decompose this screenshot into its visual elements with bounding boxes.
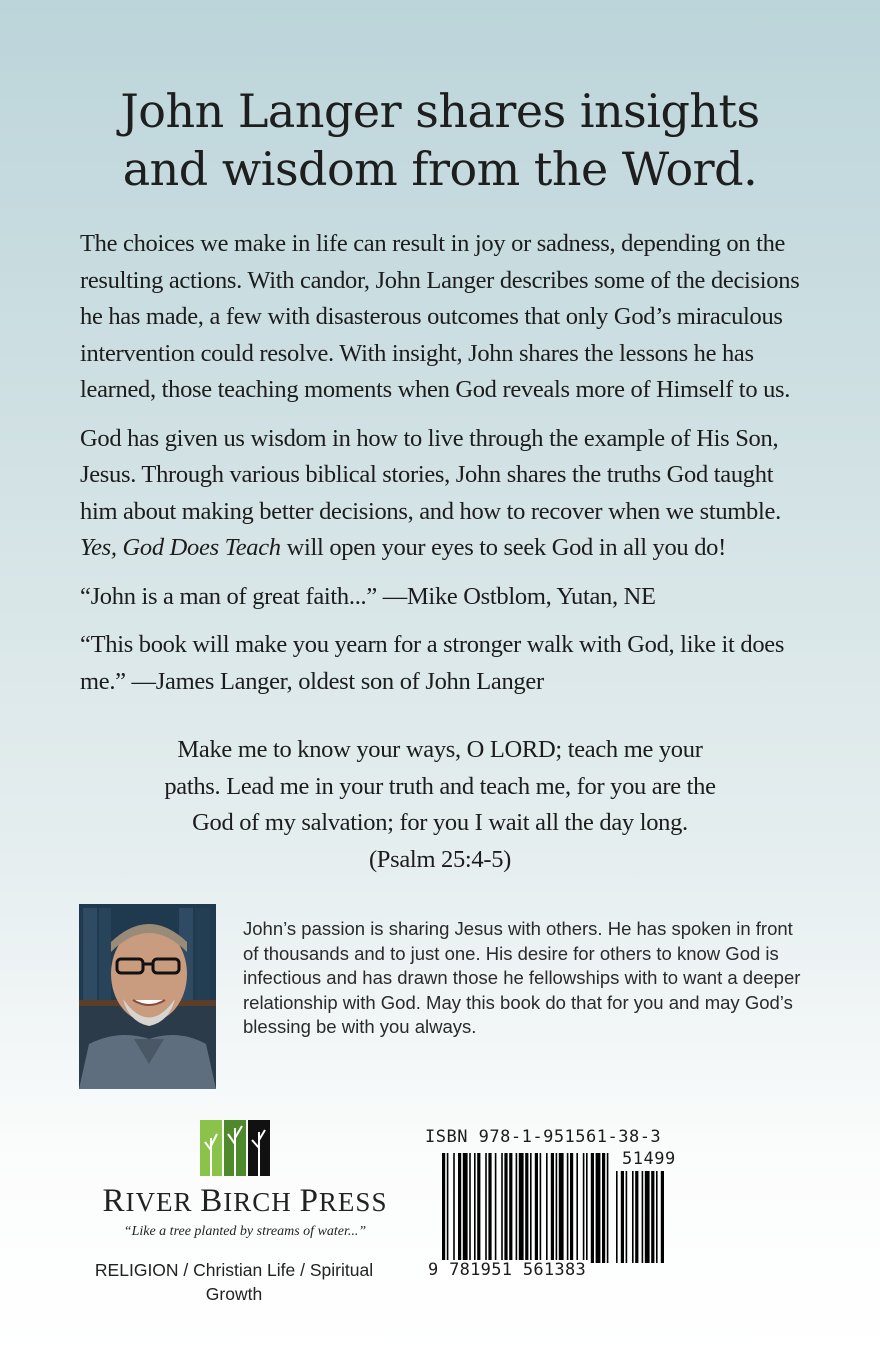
barcode-addon-bar <box>632 1171 634 1263</box>
paragraph-2-text: God has given us wisdom in how to live through the example of His Son, Jesus. Through various biblical stories, John shares the truths God taught him about making better decisions, and how to recover when we stumble. <box>80 424 781 525</box>
verse-line-2: paths. Lead me in your truth and teach me, for you are the <box>164 772 716 800</box>
barcode-addon-bar <box>661 1171 664 1263</box>
barcode-bar <box>540 1153 542 1263</box>
barcode-bar <box>485 1153 487 1263</box>
headline-line-2: and wisdom from the Word. <box>122 142 758 196</box>
barcode-bar <box>458 1153 461 1263</box>
barcode-bar <box>525 1153 528 1263</box>
barcode-bar <box>546 1153 548 1263</box>
barcode-bar <box>602 1153 605 1263</box>
barcode-bar <box>516 1153 518 1263</box>
tree-logo-icon <box>200 1120 270 1176</box>
barcode-bar <box>551 1153 554 1263</box>
isbn-label: ISBN 978-1-951561-38-3 <box>425 1127 662 1147</box>
barcode-bar <box>530 1153 532 1263</box>
description-paragraph-1: The choices we make in life can result in joy or sadness, depending on the resulting actions. With candor, John Langer describes some of the decisions he has made, a few with disasterous outcomes that only God’s miraculous intervention could resolve. With insight, John shares the lessons he has learned, those teaching moments when God reveals more of Himself to us. <box>80 230 800 403</box>
publisher-name <box>60 1183 430 1220</box>
pub-letter-b: B <box>200 1183 224 1219</box>
barcode-bar <box>469 1153 471 1263</box>
barcode-bar <box>583 1153 585 1263</box>
pub-letter-r: R <box>102 1183 126 1219</box>
barcode-addon-bar <box>621 1171 624 1263</box>
headline-line-1: John Langer shares insights <box>120 84 760 138</box>
author-bio: John’s passion is sharing Jesus with others. He has spoken in front of thousands and to just one. His desire for others to know God is infectious and has drawn those he fellowships with to want a deeper relationship with God. May this book do that for you and may God’s blessing be with you always. <box>243 918 801 1037</box>
barcode-bar <box>495 1153 497 1263</box>
verse-line-1: Make me to know your ways, O LORD; teach me your <box>177 736 703 763</box>
barcode-addon-bar <box>626 1171 628 1263</box>
barcode-bar <box>567 1153 569 1263</box>
headline <box>60 82 820 198</box>
barcode-bar <box>463 1153 468 1263</box>
category-line-1: RELIGION / Christian Life / Spiritual <box>94 1260 374 1280</box>
barcode-bar <box>535 1153 538 1263</box>
barcode-addon-bar <box>616 1171 618 1263</box>
barcode-bar <box>586 1153 588 1263</box>
book-description <box>80 226 802 712</box>
book-title: Yes, God Does Teach <box>80 534 281 561</box>
description-paragraph-2 <box>80 421 802 567</box>
barcode-addon-bar <box>651 1171 654 1263</box>
barcode-bar <box>576 1153 578 1263</box>
pub-word-iver: IVER <box>125 1187 201 1217</box>
barcode-bar <box>501 1153 503 1263</box>
publisher-tagline: “Like a tree planted by streams of water...” <box>123 1224 367 1239</box>
barcode-bar <box>477 1153 480 1263</box>
barcode-addon-bar <box>642 1171 644 1263</box>
endorsement-1: “John is a man of great faith...” —Mike Ostblom, Yutan, NE <box>80 582 656 610</box>
barcode-bar <box>556 1153 558 1263</box>
barcode-bar <box>607 1153 609 1263</box>
pub-word-ress: RESS <box>318 1187 388 1217</box>
barcode-bar <box>504 1153 507 1263</box>
scripture-verse <box>100 732 780 878</box>
barcode-addon-bar <box>645 1171 650 1263</box>
category-line-2: Growth <box>205 1284 263 1304</box>
bisac-category <box>78 1258 390 1306</box>
barcode-bar <box>596 1153 601 1263</box>
barcode-bar <box>519 1153 524 1263</box>
barcode-bar <box>559 1153 564 1263</box>
barcode-bar <box>447 1153 449 1263</box>
author-photo <box>79 904 216 1089</box>
barcode-addon-number: 51499 <box>622 1149 676 1169</box>
barcode-bar <box>442 1153 445 1263</box>
barcode-addon-bar <box>656 1171 658 1263</box>
paragraph-2-end: will open your eyes to seek God in all you do! <box>286 534 726 561</box>
pub-letter-p: P <box>299 1183 319 1219</box>
endorsement-2: “This book will make you yearn for a stronger walk with God, like it does me.” —James Langer, oldest son of John Langer <box>80 631 785 695</box>
barcode-bar <box>474 1153 476 1263</box>
barcode-bar <box>509 1153 512 1263</box>
barcode-bar <box>570 1153 573 1263</box>
verse-line-3: God of my salvation; for you I wait all the day long. <box>192 809 688 836</box>
barcode-bar <box>453 1153 455 1263</box>
barcode-bar <box>591 1153 594 1263</box>
barcode-bar <box>488 1153 491 1263</box>
pub-word-irch: IRCH <box>223 1187 300 1217</box>
verse-reference: (Psalm 25:4-5) <box>368 845 512 873</box>
barcode-ean-number: 9 781951 561383 <box>424 1260 590 1280</box>
barcode-addon-bar <box>635 1171 638 1263</box>
